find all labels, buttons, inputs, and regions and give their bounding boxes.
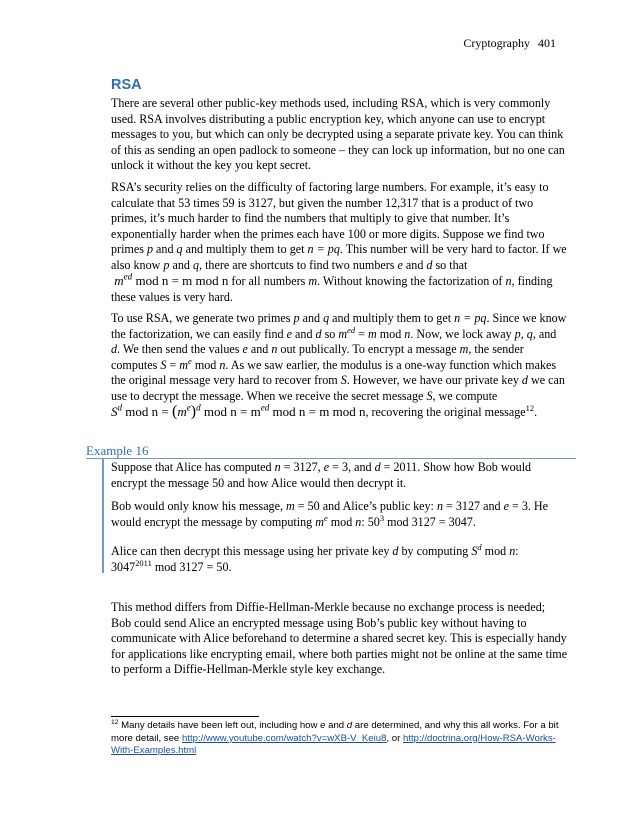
paragraph-text: Suppose that Alice has computed n = 3127, e = 3, and d = 2011. Show how Bob would encrypt the message 50 and how Alice would then decrypt it. — [111, 460, 532, 490]
example-sidebar — [102, 459, 104, 573]
paragraph-text: There are several other public-key methods used, including RSA, which is very commonly used. RSA involves distributing a public encryption key, which anyone can use to encrypt messages to you, but which can only be decrypted using a separate private key. You can think of this as sending an open padlock to someone – they can lock up information, but no one can unlock it without the key you kept secret. — [111, 96, 565, 172]
paragraph-security — [111, 180, 568, 305]
paragraph-text: Bob would only know his message, m = 50 and Alice’s public key: n = 3127 and e = 3. He would encrypt the message by computing $m^e$ mod n: $50^3$ mod 3127 = 3047. — [111, 499, 549, 529]
decryption-equation: $S^d$ mod $n = (m^e)^d$ mod $n = m^{ed}$ mod n = m mod n — [111, 402, 366, 420]
section-title: RSA — [111, 77, 142, 93]
paragraph-text: To use RSA, we generate two primes p and q and multiply them to get n = pq. Since we know the factorization, we can easily find e and d so $m^{ed} = m$ mod n. Now, we lock away p, q, and d. We then send the values e and n out publically. To encrypt a message m, the sender computes $S = m^e$ mod n. As we saw earlier, the modulus is a one-way function which makes the original message very hard to recover from S. However, we have our private key d we can use to decrypt the message. When we receive the secret message S, we compute $S^d$ mod $n = (m^e)^d$ mod $n = m^{ed}$ mod n = m mod n, recovering the original message$^{12}$. — [111, 311, 567, 420]
running-title: Cryptography — [463, 36, 530, 50]
page-header — [463, 36, 556, 51]
example-title: Example 16 — [86, 443, 149, 458]
paragraph-text: Alice can then decrypt this message using her private key d by computing $S^d$ mod n: $3047^{2011}$ mod 3127 = 50. — [111, 541, 519, 574]
paragraph-intro — [111, 96, 568, 174]
youtube-link[interactable]: http://www.youtube.com/watch?v=wXB-V_Keiu8 — [181, 732, 387, 744]
footnote: $^{12}$ Many details have been left out, including how e and d are determined, and why this all works. For a bit more detail, see http://www.youtube.com/watch?v=wXB-V_Keiu8, or http://doctrina.org/How-RSA-Works-With-Examples.html — [111, 718, 559, 757]
footnote-rule — [111, 716, 259, 717]
page-number: 401 — [538, 36, 556, 50]
footnote-ref[interactable]: 12 — [525, 402, 535, 413]
modular-equation: $m^{ed}$ mod n = m mod n — [114, 271, 229, 288]
example-question — [111, 460, 568, 491]
example-answer-2 — [111, 541, 568, 575]
footnote-number: 12 — [111, 718, 119, 726]
paragraph-text: RSA’s security relies on the difficulty of factoring large numbers. For example, it’s easy to calculate that 53 times 59 is 3127, but given the number 12,317 that is a product of two primes, it’s much harder to find the numbers that multiply to give that number. It’s exponentially harder when the primes each have 100 or more digits. Suppose we find two primes p and q and multiply them to get n = pq. This number will be very hard to factor. If we also know p and q, there are shortcuts to find two numbers e and d so that $m^{ed}$ mod n = m mod n for all numbers m. Without knowing the factorization of n, finding these values is very hard. — [111, 180, 567, 304]
paragraph-usage — [111, 311, 568, 421]
doctrina-link[interactable]: http://doctrina.org/How-RSA-Works-With-Examples.html — [111, 732, 556, 757]
paragraph-text: This method differs from Diffie-Hellman-Merkle because no exchange process is needed; Bob could send Alice an encrypted message using Bob’s public key without having to communicate with Alice beforehand to determine a shared secret key. This is especially handy for applications like encrypting email, where both parties might not be online at the same time to perform a Diffie-Hellman-Merkle style key exchange. — [111, 600, 568, 676]
example-answer-1 — [111, 499, 568, 530]
paragraph-comparison — [111, 600, 568, 678]
